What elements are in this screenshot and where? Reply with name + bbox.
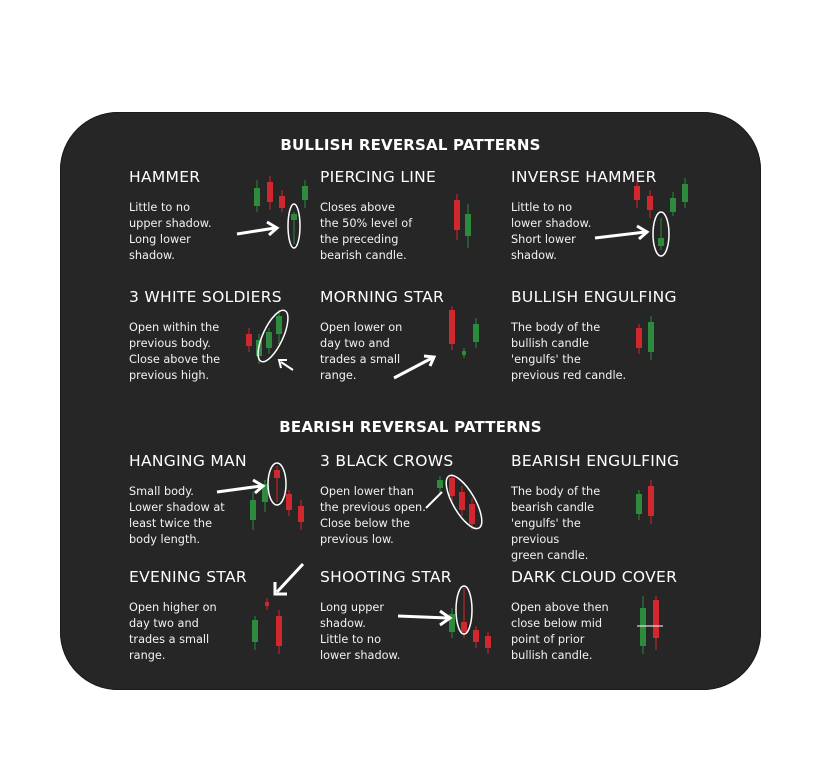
pattern-evening-star bbox=[129, 568, 329, 668]
pattern-description: Little to no lower shadow. Short lower shadow. bbox=[511, 201, 592, 262]
pattern-bullish-engulfing bbox=[511, 288, 711, 388]
pattern-title: HANGING MAN bbox=[129, 452, 247, 470]
pattern-title: DARK CLOUD COVER bbox=[511, 568, 678, 586]
pattern-title: INVERSE HAMMER bbox=[511, 168, 657, 186]
pattern-description: Open lower on day two and trades a small range. bbox=[320, 321, 403, 382]
pattern-title: MORNING STAR bbox=[320, 288, 445, 306]
inverse-hammer-icon bbox=[621, 168, 711, 268]
three-white-soldiers-icon bbox=[241, 288, 331, 388]
pattern-title: BEARISH ENGULFING bbox=[511, 452, 680, 470]
pattern-hanging-man bbox=[129, 452, 329, 552]
pattern-title: HAMMER bbox=[129, 168, 201, 186]
pattern-inverse-hammer bbox=[511, 168, 711, 268]
pattern-description: Open within the previous body. Close above the previous high. bbox=[129, 321, 221, 382]
candlestick-patterns-mousepad bbox=[60, 112, 761, 690]
morning-star-icon bbox=[430, 288, 520, 388]
pattern-title: 3 BLACK CROWS bbox=[320, 452, 454, 470]
pattern-description: The body of the bearish candle 'engulfs' the previous green candle. bbox=[511, 485, 601, 562]
pattern-description: Open higher on day two and trades a small range. bbox=[129, 601, 217, 662]
pattern-description: Small body. Lower shadow at least twice the body length. bbox=[129, 485, 225, 546]
pattern-bearish-engulfing bbox=[511, 452, 711, 562]
pattern-three-black-crows bbox=[320, 452, 520, 552]
pattern-morning-star bbox=[320, 288, 520, 388]
pattern-three-white-soldiers bbox=[129, 288, 329, 388]
pattern-description: Little to no upper shadow. Long lower shadow. bbox=[129, 201, 212, 262]
pattern-dark-cloud-cover bbox=[511, 568, 711, 668]
pattern-title: BULLISH ENGULFING bbox=[511, 288, 677, 306]
pattern-description: Closes above the 50% level of the preceding bearish candle. bbox=[320, 201, 413, 262]
pattern-title: 3 WHITE SOLDIERS bbox=[129, 288, 282, 306]
pattern-title: SHOOTING STAR bbox=[320, 568, 452, 586]
bullish-section-title: BULLISH REVERSAL PATTERNS bbox=[280, 136, 541, 154]
hammer-icon bbox=[237, 168, 327, 268]
pattern-shooting-star bbox=[320, 568, 520, 668]
pattern-description: The body of the bullish candle 'engulfs' the previous red candle. bbox=[511, 321, 627, 382]
bearish-section-title: BEARISH REVERSAL PATTERNS bbox=[279, 418, 542, 436]
pattern-piercing-line bbox=[320, 168, 520, 268]
pattern-description: Open above then close below mid point of prior bullish candle. bbox=[511, 601, 609, 662]
pattern-description: Long upper shadow. Little to no lower shadow. bbox=[320, 601, 401, 662]
dark-cloud-cover-icon bbox=[633, 568, 723, 668]
pattern-hammer bbox=[129, 168, 329, 268]
pattern-title: EVENING STAR bbox=[129, 568, 247, 586]
bearish-engulfing-icon bbox=[629, 452, 719, 552]
pattern-title: PIERCING LINE bbox=[320, 168, 437, 186]
bullish-engulfing-icon bbox=[629, 288, 719, 388]
pattern-description: Open lower than the previous open. Close below the previous low. bbox=[320, 485, 426, 546]
shooting-star-icon bbox=[430, 568, 520, 668]
